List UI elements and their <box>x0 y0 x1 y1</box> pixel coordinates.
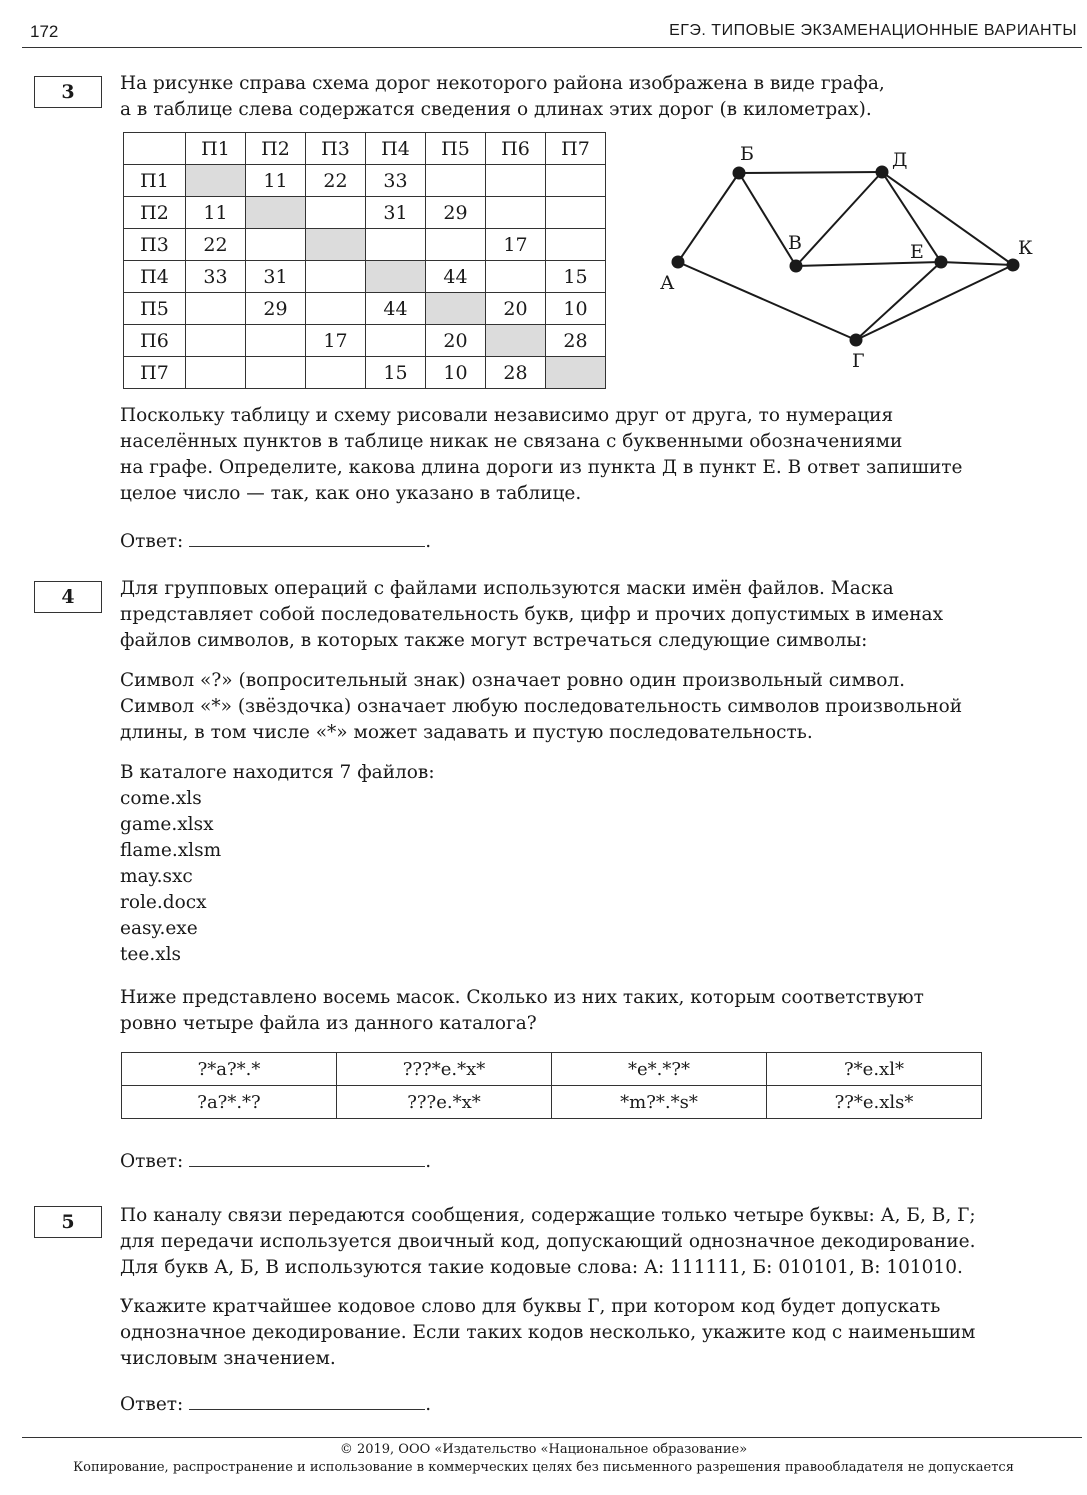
table-cell: 20 <box>426 325 486 357</box>
node-d <box>876 166 889 179</box>
text-line: ровно четыре файла из данного каталога? <box>120 1013 537 1034</box>
table-cell: П3 <box>306 133 366 165</box>
mask-cell: ???*e.*x* <box>337 1053 552 1086</box>
table-cell <box>546 229 606 261</box>
table-row <box>124 197 606 229</box>
task-4-number: 4 <box>34 581 102 613</box>
node-g <box>850 334 863 347</box>
table-header-row <box>124 133 606 165</box>
table-cell <box>246 229 306 261</box>
text-line: представляет собой последовательность букв, цифр и прочих допустимых в именах <box>120 604 943 625</box>
table-cell <box>486 325 546 357</box>
footer-copyright: © 2019, ООО «Издательство «Национальное образование» <box>339 1442 748 1457</box>
mask-cell: ?*e.xl* <box>767 1053 982 1086</box>
task-4-answer: Ответ: . <box>120 1148 431 1172</box>
text-line: На рисунке справа схема дорог некоторого района изображена в виде графа, <box>120 73 885 94</box>
task-4-symbols <box>120 668 1076 746</box>
table-row <box>124 165 606 197</box>
table-cell <box>426 165 486 197</box>
table-cell: 15 <box>546 261 606 293</box>
table-cell <box>546 197 606 229</box>
task-4-intro <box>120 576 1076 654</box>
text-line: Для букв А, Б, В используются такие кодовые слова: А: 111111, Б: 010101, В: 101010. <box>120 1257 963 1278</box>
table-cell <box>366 325 426 357</box>
table-cell: 28 <box>486 357 546 389</box>
text-line: числовым значением. <box>120 1348 336 1369</box>
task-5-intro <box>120 1203 1076 1281</box>
table-cell: 11 <box>246 165 306 197</box>
table-cell: 22 <box>186 229 246 261</box>
file-item: game.xlsx <box>120 814 214 835</box>
label-d: Д <box>892 149 908 171</box>
table-cell <box>186 357 246 389</box>
mask-cell: ?a?*.*? <box>122 1086 337 1119</box>
table-cell <box>186 293 246 325</box>
table-row <box>124 261 606 293</box>
table-cell <box>186 165 246 197</box>
table-cell <box>306 197 366 229</box>
node-k <box>1007 259 1020 272</box>
task-5-answer: Ответ: . <box>120 1391 431 1415</box>
table-cell: 33 <box>366 165 426 197</box>
file-item: flame.xlsm <box>120 840 222 861</box>
table-row <box>124 229 606 261</box>
running-header: ЕГЭ. ТИПОВЫЕ ЭКЗАМЕНАЦИОННЫЕ ВАРИАНТЫ <box>669 22 1077 39</box>
answer-label: Ответ: <box>120 1394 184 1415</box>
table-cell <box>306 357 366 389</box>
table-row <box>124 293 606 325</box>
table-cell: 22 <box>306 165 366 197</box>
road-graph <box>640 132 1080 382</box>
table-cell: 44 <box>426 261 486 293</box>
table-cell <box>186 325 246 357</box>
text-line: населённых пунктов в таблице никак не связана с буквенными обозначениями <box>120 431 903 452</box>
table-cell: 15 <box>366 357 426 389</box>
answer-field[interactable] <box>189 1148 425 1167</box>
label-k: К <box>1018 237 1033 259</box>
table-row <box>124 357 606 389</box>
masks-table <box>121 1052 982 1119</box>
table-cell: 29 <box>246 293 306 325</box>
table-row <box>124 325 606 357</box>
table-cell: П4 <box>366 133 426 165</box>
text-line: Символ «?» (вопросительный знак) означает ровно один произвольный символ. <box>120 670 906 691</box>
table-cell <box>546 165 606 197</box>
file-item: easy.exe <box>120 918 198 939</box>
table-cell: П5 <box>426 133 486 165</box>
mask-cell: ???e.*x* <box>337 1086 552 1119</box>
edge-b-d <box>739 172 882 173</box>
edge-v-d <box>796 172 882 266</box>
table-row <box>122 1086 982 1119</box>
label-e: Е <box>910 241 924 263</box>
table-cell: 11 <box>186 197 246 229</box>
table-cell <box>486 261 546 293</box>
edge-e-g <box>856 262 941 340</box>
header-divider <box>22 47 1082 48</box>
answer-label: Ответ: <box>120 531 184 552</box>
table-cell <box>306 229 366 261</box>
table-cell <box>426 293 486 325</box>
table-cell <box>366 229 426 261</box>
text-line: однозначное декодирование. Если таких кодов несколько, укажите код с наименьшим <box>120 1322 976 1343</box>
table-cell <box>366 261 426 293</box>
table-cell <box>306 261 366 293</box>
text-line: Поскольку таблицу и схему рисовали независимо друг от друга, то нумерация <box>120 405 894 426</box>
table-cell: 33 <box>186 261 246 293</box>
table-cell: П7 <box>124 357 186 389</box>
table-cell: П3 <box>124 229 186 261</box>
table-cell: 44 <box>366 293 426 325</box>
edge-d-k <box>882 172 1013 265</box>
edge-a-b <box>678 173 739 262</box>
catalog-intro: В каталоге находится 7 файлов: <box>120 762 435 783</box>
table-cell <box>486 165 546 197</box>
file-item: tee.xls <box>120 944 182 965</box>
text-line: длины, в том числе «*» может задавать и пустую последовательность. <box>120 722 813 743</box>
table-cell <box>124 133 186 165</box>
task-3-answer: Ответ: . <box>120 528 431 552</box>
table-cell: П6 <box>486 133 546 165</box>
text-line: целое число — так, как оно указано в таблице. <box>120 483 582 504</box>
table-cell <box>246 197 306 229</box>
answer-field[interactable] <box>189 1391 425 1410</box>
mask-cell: ?*a?*.* <box>122 1053 337 1086</box>
text-line: По каналу связи передаются сообщения, содержащие только четыре буквы: А, Б, В, Г; <box>120 1205 976 1226</box>
table-cell: П7 <box>546 133 606 165</box>
table-cell: 10 <box>546 293 606 325</box>
mask-cell: *m?*.*s* <box>552 1086 767 1119</box>
table-cell <box>546 357 606 389</box>
table-cell: 29 <box>426 197 486 229</box>
answer-field[interactable] <box>189 528 425 547</box>
edge-a-g <box>678 262 856 340</box>
mask-cell: ??*e.xls* <box>767 1086 982 1119</box>
table-cell <box>246 325 306 357</box>
text-line: Для групповых операций с файлами используются маски имён файлов. Маска <box>120 578 894 599</box>
task-4-question <box>120 985 1076 1037</box>
node-a <box>672 256 685 269</box>
table-cell: 28 <box>546 325 606 357</box>
task-5-question <box>120 1294 1076 1372</box>
road-length-table <box>123 132 606 389</box>
footer-notice: Копирование, распространение и использование в коммерческих целях без письменного разрешения правообладателя не допускается <box>73 1460 1014 1475</box>
file-item: come.xls <box>120 788 202 809</box>
node-v <box>790 260 803 273</box>
answer-label: Ответ: <box>120 1151 184 1172</box>
table-cell <box>486 197 546 229</box>
file-item: may.sxc <box>120 866 193 887</box>
table-cell: 31 <box>366 197 426 229</box>
text-line: файлов символов, в которых также могут встречаться следующие символы: <box>120 630 868 651</box>
table-cell: 17 <box>306 325 366 357</box>
file-item: role.docx <box>120 892 207 913</box>
table-cell <box>306 293 366 325</box>
edge-k-g <box>856 265 1013 340</box>
text-line: для передачи используется двоичный код, допускающий однозначное декодирование. <box>120 1231 976 1252</box>
table-cell: П6 <box>124 325 186 357</box>
task-3-number: 3 <box>34 76 102 108</box>
table-cell: 17 <box>486 229 546 261</box>
mask-cell: *e*.*?* <box>552 1053 767 1086</box>
table-cell: П2 <box>246 133 306 165</box>
graph-edges <box>678 172 1013 340</box>
label-a: А <box>660 272 675 294</box>
table-row <box>122 1053 982 1086</box>
label-g: Г <box>852 350 865 372</box>
edge-e-k <box>941 262 1013 265</box>
label-b: Б <box>740 143 754 165</box>
table-cell: 31 <box>246 261 306 293</box>
table-cell: П1 <box>186 133 246 165</box>
table-cell <box>246 357 306 389</box>
label-v: В <box>788 232 802 254</box>
page-number: 172 <box>30 22 59 41</box>
table-cell: П4 <box>124 261 186 293</box>
table-cell: 10 <box>426 357 486 389</box>
text-line: а в таблице слева содержатся сведения о длинах этих дорог (в километрах). <box>120 99 872 120</box>
text-line: Символ «*» (звёздочка) означает любую последовательность символов произвольной <box>120 696 963 717</box>
footer-divider <box>22 1437 1082 1438</box>
text-line: Ниже представлено восемь масок. Сколько из них таких, которым соответствуют <box>120 987 924 1008</box>
task-4-catalog <box>120 760 1076 968</box>
task-3-intro <box>120 71 1076 123</box>
table-cell <box>426 229 486 261</box>
table-cell: П1 <box>124 165 186 197</box>
node-b <box>733 167 746 180</box>
table-cell: 20 <box>486 293 546 325</box>
table-cell: П5 <box>124 293 186 325</box>
text-line: на графе. Определите, какова длина дороги из пункта Д в пункт Е. В ответ запишите <box>120 457 963 478</box>
node-e <box>935 256 948 269</box>
text-line: Укажите кратчайшее кодовое слово для буквы Г, при котором код будет допускать <box>120 1296 941 1317</box>
table-cell: П2 <box>124 197 186 229</box>
task-5-number: 5 <box>34 1206 102 1238</box>
task-3-question <box>120 403 1076 507</box>
